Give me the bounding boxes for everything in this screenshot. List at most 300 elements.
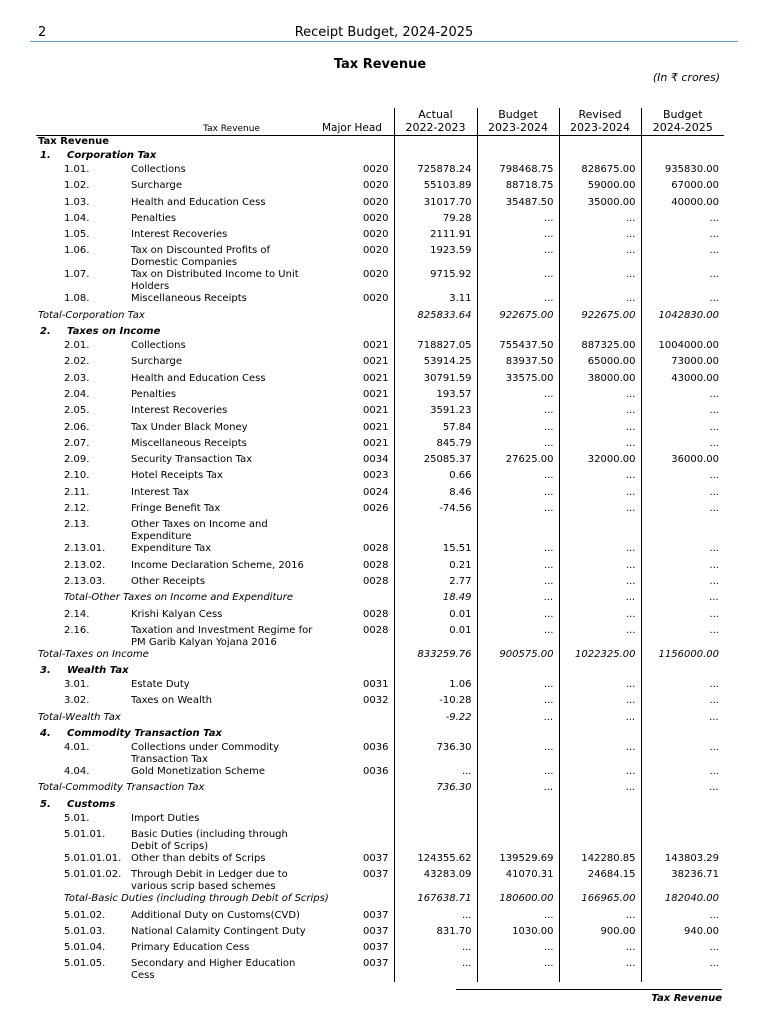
row-code: 2.07. [64,437,90,449]
value-cell: ... [394,766,477,782]
value-cell: 900575.00 [477,649,559,665]
major-head-cell: 0026 [320,503,394,519]
value-cell [477,813,559,829]
value-cell: 43283.09 [394,869,477,893]
table-header-row [36,108,724,136]
value-cell: ... [477,742,559,766]
value-cell: ... [559,503,641,519]
value-cell: ... [709,245,719,257]
table-row [36,813,724,829]
row-label: Other Taxes on Income and Expenditure [131,519,268,543]
table-row [36,910,724,926]
row-code: 5.01.02. [64,909,106,921]
row-label: Collections [131,340,186,352]
value-cell: 15.51 [394,543,477,559]
value-cell: 3.11 [394,293,477,309]
footer-divider [456,989,722,990]
tax-revenue-table [36,108,724,982]
value-cell: ... [709,503,719,515]
value-cell: 845.79 [394,438,477,454]
row-label: Surcharge [131,356,182,368]
row-label: Surcharge [131,180,182,192]
table-row [36,293,724,309]
value-cell: 887325.00 [559,340,641,356]
value-cell: ... [477,422,559,438]
value-cell: ... [709,909,719,921]
table-row [36,389,724,405]
value-cell: 1923.59 [394,245,477,269]
row-label: Miscellaneous Receipts [131,293,247,305]
col-header-actual: Actual 2022-2023 [394,108,477,136]
table-row [36,245,724,269]
total-label: Total-Corporation Tax [38,309,145,321]
value-cell: ... [477,695,559,711]
value-cell: ... [709,624,719,636]
value-cell: 43000.00 [671,372,719,384]
value-cell: 32000.00 [559,454,641,470]
table-row [36,679,724,695]
table-row [36,926,724,942]
value-cell: ... [709,405,719,417]
group-title: Commodity Transaction Tax [67,728,222,740]
major-head-cell: 0020 [320,229,394,245]
table-row [36,625,724,649]
row-label: Other Receipts [131,575,206,587]
row-label: Secondary and Higher Education Cess [131,958,296,982]
value-cell: ... [477,910,559,926]
value-cell [641,813,724,829]
major-head-cell: 0028 [320,560,394,576]
value-cell: ... [477,438,559,454]
row-label: Interest Recoveries [131,405,228,417]
row-code: 1.05. [64,229,90,241]
row-code: 2.10. [64,470,90,482]
col-header-revised: Revised 2023-2024 [559,108,641,136]
value-cell: 736.30 [394,742,477,766]
value-cell: 24684.15 [559,869,641,893]
value-cell: 900.00 [559,926,641,942]
major-head-cell: 0021 [320,389,394,405]
row-code: 1.02. [64,180,90,192]
value-cell: 736.30 [394,782,477,798]
group-number: 1. [40,150,51,161]
value-cell: ... [709,421,719,433]
value-cell: ... [709,958,719,970]
value-cell: ... [559,742,641,766]
row-label: Expenditure Tax [131,543,212,555]
major-head-cell: 0020 [320,269,394,293]
row-label: Income Declaration Scheme, 2016 [131,559,304,571]
row-label: Tax Under Black Money [131,421,248,433]
major-head-cell: 0020 [320,164,394,180]
value-cell: ... [709,711,719,723]
col-header-major-head: Major Head [320,108,394,136]
value-cell: ... [709,437,719,449]
value-cell: ... [477,293,559,309]
value-cell: ... [709,608,719,620]
row-label: Krishi Kalyan Cess [131,608,223,620]
value-cell: ... [559,766,641,782]
value-cell: 182040.00 [664,893,719,905]
value-cell: ... [559,942,641,958]
total-label: Total-Taxes on Income [38,648,149,660]
row-code: 2.13.03. [64,575,106,587]
row-code: 5.01.04. [64,942,106,954]
value-cell: ... [394,942,477,958]
table-row [36,519,724,543]
value-cell: 180600.00 [477,893,559,909]
value-cell: 59000.00 [559,180,641,196]
major-head-cell: 0037 [320,910,394,926]
row-code: 5.01.01. [64,828,106,840]
value-cell: ... [559,470,641,486]
value-cell: 35487.50 [477,197,559,213]
value-cell: -74.56 [394,503,477,519]
group-number: 3. [40,665,51,677]
value-cell: ... [559,609,641,625]
value-cell: ... [559,293,641,309]
value-cell: ... [709,766,719,778]
major-head-cell: 0028 [320,609,394,625]
row-code: 4.04. [64,766,90,778]
value-cell: 31017.70 [394,197,477,213]
row-label: Gold Monetization Scheme [131,766,266,778]
value-cell: 38236.71 [671,869,719,881]
table-row [36,695,724,711]
value-cell: 718827.05 [394,340,477,356]
value-cell: 27625.00 [477,454,559,470]
major-head-cell: 0037 [320,869,394,893]
value-cell: ... [477,269,559,293]
value-cell: ... [477,560,559,576]
total-row [36,310,724,326]
group-number: 2. [40,326,51,338]
running-footer: Tax Revenue [651,993,722,1004]
row-code: 1.08. [64,293,90,305]
value-cell: 831.70 [394,926,477,942]
value-cell: ... [559,405,641,421]
value-cell: ... [559,245,641,269]
group-heading [36,799,724,813]
table-row [36,576,724,592]
value-cell: ... [477,782,559,798]
value-cell: ... [394,910,477,926]
table-row [36,503,724,519]
major-head-cell: 0020 [320,245,394,269]
header-divider [30,41,738,42]
page-title: Tax Revenue [333,57,427,72]
major-head-cell: 0020 [320,197,394,213]
value-cell: ... [477,503,559,519]
row-code: 2.13. [64,519,90,531]
value-cell [477,519,559,543]
value-cell: 35000.00 [559,197,641,213]
major-head-cell: 0020 [320,293,394,309]
row-code: 2.01. [64,340,90,352]
value-cell [641,829,724,853]
major-head-cell: 0028 [320,625,394,649]
total-row [36,649,724,665]
major-head-cell: 0037 [320,942,394,958]
table-row [36,829,724,853]
row-code: 2.16. [64,624,90,636]
value-cell: 41070.31 [477,869,559,893]
table-row [36,470,724,486]
major-head-cell: 0020 [320,180,394,196]
value-cell: ... [709,695,719,707]
section-heading: Tax Revenue [36,136,724,151]
value-cell [394,519,477,543]
row-label: Interest Recoveries [131,229,228,241]
value-cell: ... [709,212,719,224]
group-number: 5. [40,798,51,810]
row-label: Interest Tax [131,486,190,498]
value-cell: ... [477,576,559,592]
value-cell: ... [477,958,559,982]
units-note: (In ₹ crores) [652,71,720,84]
col-header-budget-2425: Budget 2024-2025 [641,108,724,136]
value-cell: ... [394,958,477,982]
table-row [36,269,724,293]
value-cell: ... [709,543,719,555]
value-cell: 57.84 [394,422,477,438]
row-label: Basic Duties (including through Debit of Scrips) [131,828,288,852]
value-cell: ... [709,486,719,498]
value-cell: 9715.92 [394,269,477,293]
value-cell: 798468.75 [477,164,559,180]
table-row [36,487,724,503]
table-row [36,543,724,559]
value-cell: ... [477,712,559,728]
row-label: Primary Education Cess [131,942,250,954]
row-code: 2.06. [64,421,90,433]
value-cell: 0.01 [394,625,477,649]
row-label: Through Debit in Ledger due to various scrip based schemes [131,869,288,893]
major-head-cell: 0020 [320,213,394,229]
row-code: 2.14. [64,608,90,620]
value-cell: ... [559,625,641,649]
value-cell: ... [559,213,641,229]
value-cell: -10.28 [394,695,477,711]
row-code: 1.03. [64,196,90,208]
table-row [36,164,724,180]
value-cell: ... [477,592,559,608]
value-cell: 143803.29 [664,852,719,864]
row-label: National Calamity Contingent Duty [131,925,306,937]
value-cell: 40000.00 [671,196,719,208]
value-cell: 1.06 [394,679,477,695]
major-head-cell: 0028 [320,576,394,592]
major-head-cell: 0023 [320,470,394,486]
row-code: 5.01. [64,812,90,824]
row-code: 1.01. [64,164,90,175]
value-cell: 2111.91 [394,229,477,245]
value-cell: 65000.00 [559,356,641,372]
row-code: 5.01.01.02. [64,869,122,881]
value-cell: 0.66 [394,470,477,486]
value-cell: 193.57 [394,389,477,405]
value-cell: ... [477,229,559,245]
value-cell: ... [559,782,641,798]
row-label: Tax on Discounted Profits of Domestic Companies [131,245,271,269]
row-code: 2.04. [64,388,90,400]
table-row [36,742,724,766]
table-row [36,869,724,893]
table-row [36,340,724,356]
row-code: 2.03. [64,372,90,384]
row-code: 3.01. [64,679,90,691]
table-row [36,958,724,982]
value-cell: 1022325.00 [559,649,641,665]
value-cell: 922675.00 [559,310,641,326]
table-row [36,454,724,470]
row-label: Hotel Receipts Tax [131,470,223,482]
value-cell: ... [709,742,719,754]
value-cell: 833259.76 [394,649,477,665]
row-code: 2.11. [64,486,90,498]
value-cell: 167638.71 [394,893,477,909]
col-header-name: Tax Revenue [36,108,320,136]
group-title: Taxes on Income [67,326,161,338]
value-cell: 166965.00 [559,893,641,909]
major-head-cell: 0028 [320,543,394,559]
value-cell: ... [477,543,559,559]
table-row [36,229,724,245]
group-title: Corporation Tax [67,150,157,161]
value-cell [394,829,477,853]
row-label: Health and Education Cess [131,196,266,208]
major-head-cell: 0021 [320,438,394,454]
table-row [36,180,724,196]
row-label: Miscellaneous Receipts [131,437,247,449]
value-cell: ... [709,782,719,794]
value-cell: 755437.50 [477,340,559,356]
value-cell: 36000.00 [671,454,719,466]
row-label: Taxation and Investment Regime for PM Garib Kalyan Yojana 2016 [131,624,313,648]
group-heading [36,728,724,742]
value-cell: 3591.23 [394,405,477,421]
row-label: Other than debits of Scrips [131,852,266,864]
major-head-cell: 0021 [320,422,394,438]
value-cell: ... [477,679,559,695]
page-number: 2 [38,25,47,40]
value-cell: ... [709,679,719,691]
table-row [36,197,724,213]
value-cell: ... [477,942,559,958]
row-label: Estate Duty [131,679,190,691]
value-cell: 30791.59 [394,373,477,389]
major-head-cell: 0037 [320,958,394,982]
value-cell: 922675.00 [477,310,559,326]
value-cell: 33575.00 [477,373,559,389]
total-label: Total-Other Taxes on Income and Expenditure [64,592,293,604]
major-head-cell: 0024 [320,487,394,503]
value-cell [477,829,559,853]
value-cell: ... [559,487,641,503]
major-head-cell: 0021 [320,405,394,421]
major-head-cell [320,519,394,543]
value-cell: ... [477,609,559,625]
value-cell: ... [477,245,559,269]
value-cell: ... [559,229,641,245]
major-head-cell: 0021 [320,340,394,356]
row-code: 1.04. [64,212,90,224]
value-cell: ... [559,389,641,405]
group-heading [36,665,724,679]
row-label: Additional Duty on Customs(CVD) [131,909,300,921]
value-cell: 142280.85 [559,853,641,869]
table-row [36,609,724,625]
row-label: Tax on Distributed Income to Unit Holders [131,269,299,293]
group-title: Wealth Tax [67,665,129,677]
row-code: 5.01.03. [64,925,106,937]
value-cell: ... [709,575,719,587]
row-label: Penalties [131,388,177,400]
total-row [36,782,724,798]
row-code: 1.07. [64,269,90,281]
major-head-cell [320,829,394,853]
value-cell: 53914.25 [394,356,477,372]
major-head-cell: 0021 [320,373,394,389]
row-label: Security Transaction Tax [131,454,253,466]
value-cell: 2.77 [394,576,477,592]
major-head-cell: 0037 [320,853,394,869]
value-cell [559,813,641,829]
total-label: Total-Commodity Transaction Tax [38,782,205,794]
value-cell: 0.01 [394,609,477,625]
major-head-cell: 0036 [320,766,394,782]
value-cell: 1030.00 [477,926,559,942]
row-code: 3.02. [64,695,90,707]
table-row [36,405,724,421]
value-cell: ... [477,625,559,649]
row-label: Collections [131,164,186,175]
value-cell: -9.22 [394,712,477,728]
value-cell: ... [559,679,641,695]
value-cell: ... [477,405,559,421]
major-head-cell: 0021 [320,356,394,372]
col-header-budget-2324: Budget 2023-2024 [477,108,559,136]
major-head-cell: 0036 [320,742,394,766]
value-cell: ... [559,422,641,438]
major-head-cell: 0032 [320,695,394,711]
value-cell: 88718.75 [477,180,559,196]
value-cell: ... [477,389,559,405]
value-cell: ... [559,560,641,576]
value-cell: ... [709,229,719,241]
running-header: Receipt Budget, 2024-2025 [294,25,474,40]
value-cell: ... [709,388,719,400]
value-cell: ... [559,576,641,592]
row-label: Collections under Commodity Transaction Tax [131,742,279,766]
major-head-cell: 0034 [320,454,394,470]
total-label: Total-Wealth Tax [38,711,121,723]
value-cell: 139529.69 [477,853,559,869]
value-cell: 725878.24 [394,164,477,180]
value-cell: 67000.00 [671,180,719,192]
value-cell: ... [559,910,641,926]
value-cell: ... [477,487,559,503]
row-code: 2.02. [64,356,90,368]
value-cell: ... [559,543,641,559]
table-row [36,438,724,454]
group-title: Customs [67,798,116,810]
value-cell [641,519,724,543]
value-cell: ... [559,592,641,608]
row-code: 4.01. [64,742,90,754]
value-cell: 940.00 [684,925,719,937]
table-row [36,422,724,438]
